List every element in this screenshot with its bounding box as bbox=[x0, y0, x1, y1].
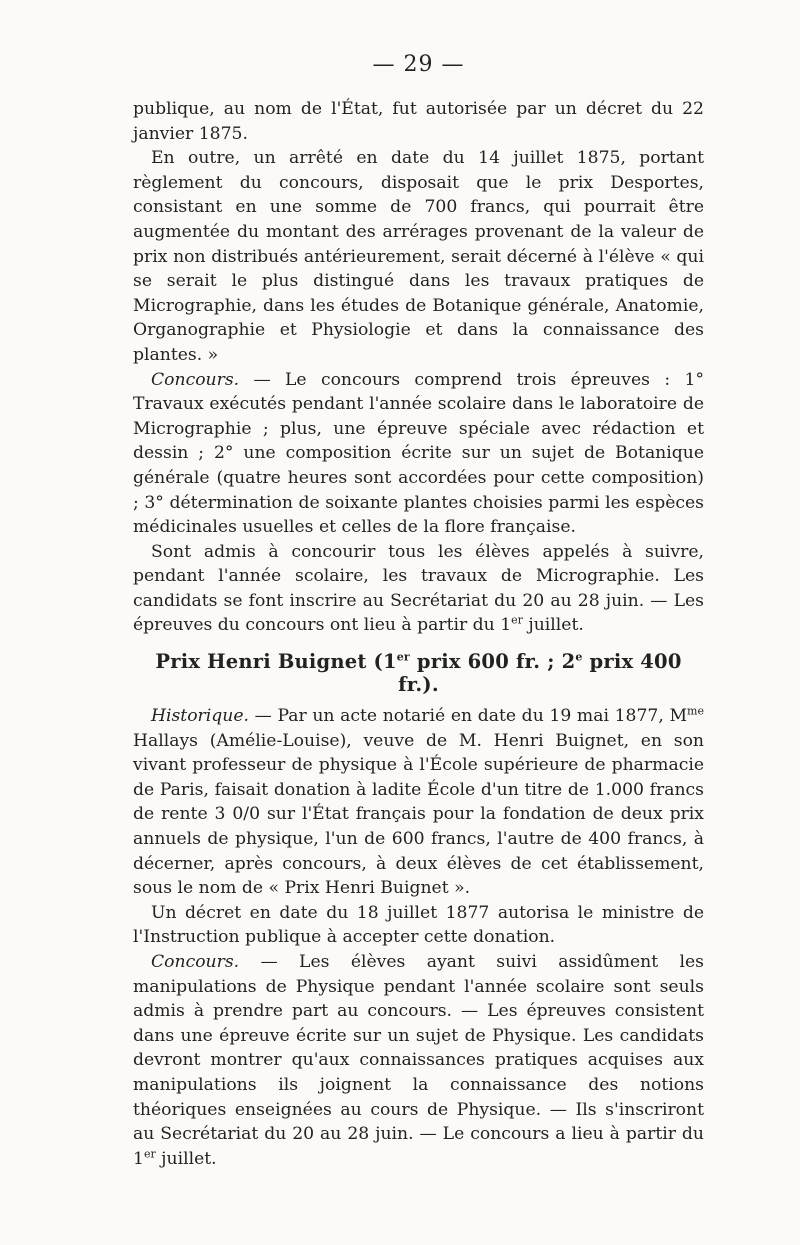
concours-label: Concours. bbox=[151, 369, 240, 390]
heading-superscript: er bbox=[396, 650, 410, 664]
paragraph-arrete: En outre, un arrêté en date du 14 juillet 1875, portant règlement du concours, disposait que le prix Desportes, consistant en une somme de 700 francs, qui pourrait être augmentée du montant des arrérages provenant de la valeur de prix non distribués antérieurement, serait décerné à l'élève « qui se serait le plus distingué dans les travaux pratiques de Micrographie, dans les études de Botanique générale, Anatomie, Organographie et Physiologie et dans la connaissance des plantes. » bbox=[133, 148, 704, 365]
concours-text: — Le concours comprend trois épreuves : 1° Travaux exécutés pendant l'année scolaire dans le laboratoire de Micrographie ; plus, une épreuve spéciale avec rédaction et dessin ; 2° une composition écrite sur un sujet de Botanique générale (quatre heures sont accordées pour cette composition) ; 3° détermination de soixante plantes choisies parmi les espèces médicinales usuelles et celles de la flore française. bbox=[133, 369, 704, 538]
superscript: er bbox=[143, 1147, 156, 1161]
paragraph-decret: Un décret en date du 18 juillet 1877 autorisa le ministre de l'Instruction publique à accepter cette donation. bbox=[133, 902, 704, 948]
concours-label: Concours. bbox=[151, 952, 240, 972]
concours-text-end: juillet. bbox=[155, 1148, 217, 1169]
paragraph-admission bbox=[133, 540, 704, 638]
superscript: er bbox=[511, 613, 523, 627]
paragraph-concours-buignet bbox=[133, 950, 704, 1171]
paragraph-continuation: publique, au nom de l'État, fut autorisée par un décret du 22 janvier 1875. bbox=[133, 99, 704, 144]
concours-text: — Les élèves ayant suivi assidûment les manipulations de Physique pendant l'année scolaire sont seuls admis à prendre part au concours. — Les épreuves consistent dans une épreuve écrite sur un sujet de Physique. Les candidats devront montrer qu'aux connaissances pratiques acquises aux manipulations ils joignent la connaissance des notions théoriques enseignées au cours de Physique. — Ils s'inscriront au Secrétariat du 20 au 28 juin. — Le concours a lieu à partir du 1 bbox=[133, 952, 704, 1169]
heading-part: prix 400 fr.). bbox=[398, 650, 682, 697]
superscript: me bbox=[687, 704, 704, 718]
admission-text: Sont admis à concourir tous les élèves appelés à suivre, pendant l'année scolaire, les travaux de Micrographie. Les candidats se font inscrire au Secrétariat du 20 au 28 juin. — Les épreuves du concours ont lieu à partir du 1 bbox=[133, 541, 704, 636]
heading-part: Prix Henri Buignet (1 bbox=[155, 650, 397, 674]
admission-text-end: juillet. bbox=[522, 615, 584, 636]
paragraph-historique bbox=[133, 704, 704, 901]
heading-part: prix 600 fr. ; 2 bbox=[409, 650, 576, 674]
page-number: — 29 — bbox=[372, 52, 465, 77]
heading-superscript: e bbox=[575, 650, 583, 664]
paragraph-concours-desportes bbox=[133, 368, 704, 540]
historique-text: — Par un acte notarié en date du 19 mai 1877, M bbox=[248, 706, 688, 727]
section-heading-prix-buignet bbox=[133, 650, 704, 696]
historique-label: Historique. bbox=[151, 706, 249, 727]
historique-text-end: Hallays (Amélie-Louise), veuve de M. Henri Buignet, en son vivant professeur de physique à l'École supérieure de pharmacie de Paris, faisait donation à ladite École d'un titre de 1.000 francs de rente 3 0/0 sur l'État français pour la fondation de deux prix annuels de physique, l'un de 600 francs, l'autre de 400 francs, à décerner, après concours, à deux élèves de cet établissement, sous le nom de « Prix Henri Buignet ». bbox=[133, 730, 704, 899]
